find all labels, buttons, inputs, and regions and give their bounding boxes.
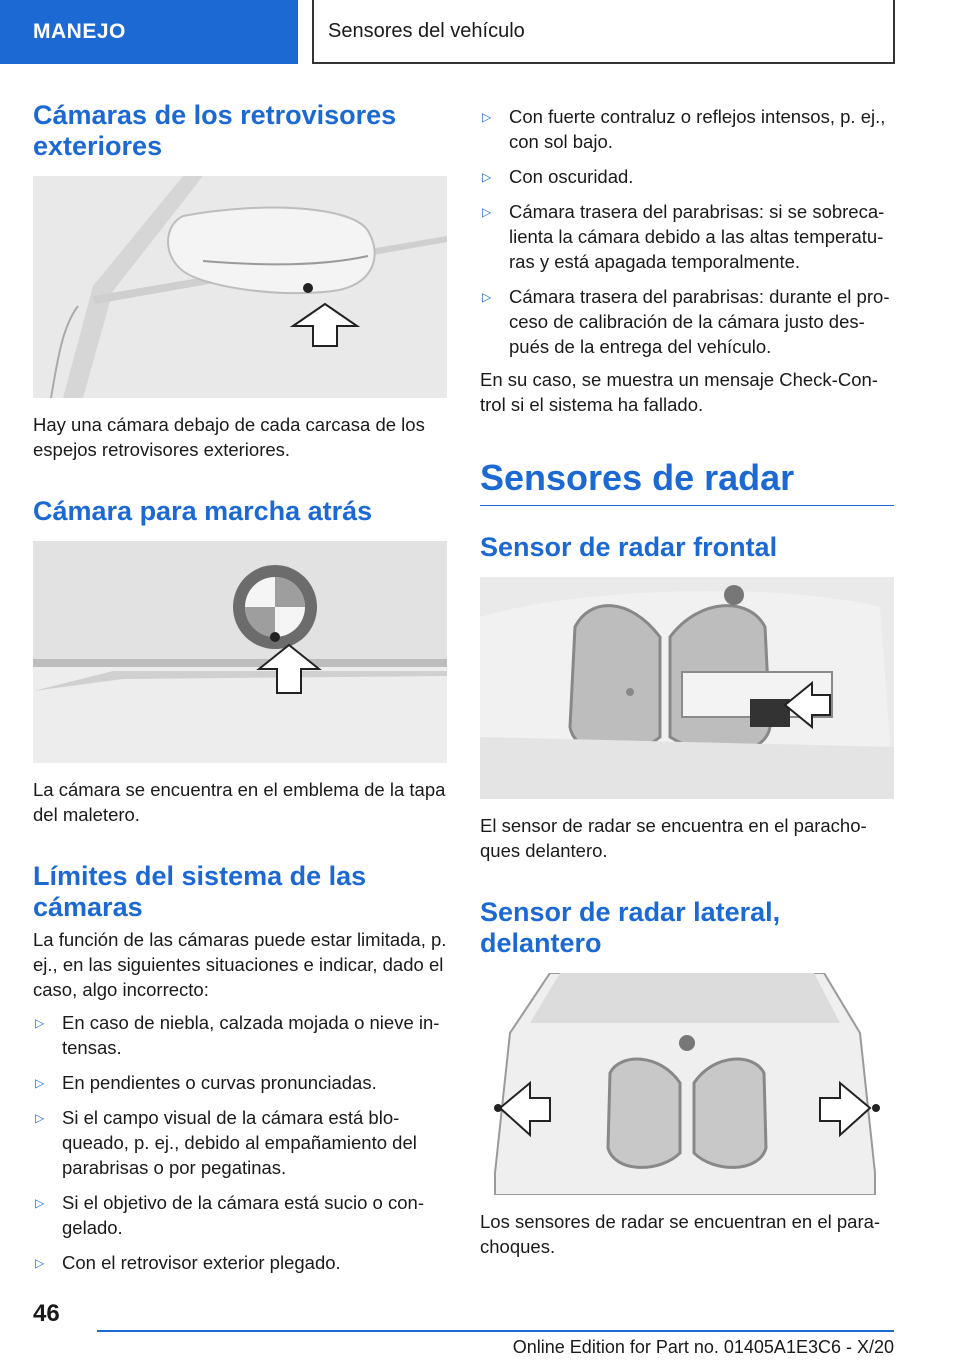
page-number: 46 — [33, 1300, 60, 1327]
triangle-bullet-icon: ▷ — [482, 205, 492, 219]
camera-limits-list-continued — [480, 104, 894, 359]
list-item: ▷ En pendientes o curvas pronunciadas. — [35, 1072, 377, 1093]
rear-camera-illustration — [33, 541, 447, 763]
paragraph-lateral-radar: Los sensores de radar se encuentran en el parachoques. — [480, 1211, 881, 1257]
footer-edition: Online Edition for Part no. 01405A1E3C6 - X/20 — [512, 1337, 894, 1357]
heading-camera-limits: Límites del sistema de las cámaras — [33, 861, 367, 922]
left-column — [33, 100, 447, 1285]
paragraph-mirror-cameras: Hay una cámara debajo de cada carcasa de los espejos retrovisores exteriores. — [33, 414, 425, 460]
paragraph-front-radar: El sensor de radar se encuentra en el parachoques delantero. — [480, 815, 867, 861]
list-item: ▷ Con el retrovisor exterior plegado. — [35, 1252, 341, 1273]
list-item: ▷ Con oscuridad. — [482, 166, 634, 187]
triangle-bullet-icon: ▷ — [35, 1196, 45, 1210]
list-item: ▷ Si el campo visual de la cámara está bloqueado, p. ej., debido al empañamiento del parabrisas o por pegatinas. — [35, 1107, 417, 1178]
right-column — [480, 104, 894, 1259]
paragraph-rear-camera: La cámara se encuentra en el emblema de la tapa del maletero. — [33, 779, 446, 825]
header-section: MANEJO — [0, 0, 298, 64]
heading-radar-sensors: Sensores de radar — [480, 457, 894, 506]
triangle-bullet-icon: ▷ — [482, 290, 492, 304]
heading-lateral-radar: Sensor de radar lateral, delantero — [480, 897, 781, 958]
footer-divider — [97, 1330, 894, 1332]
list-item: ▷ Cámara trasera del parabrisas: durante el proceso de calibración de la cámara justo después de la entrega del vehículo. — [482, 286, 890, 357]
list-item: ▷ Cámara trasera del parabrisas: si se sobrecalienta la cámara debido a las altas temperaturas y está apagada temporalmente. — [482, 201, 885, 272]
list-item: ▷ Con fuerte contraluz o reflejos intensos, p. ej., con sol bajo. — [482, 106, 886, 152]
camera-limits-list — [33, 1010, 447, 1275]
triangle-bullet-icon: ▷ — [482, 170, 492, 184]
triangle-bullet-icon: ▷ — [35, 1111, 45, 1125]
triangle-bullet-icon: ▷ — [35, 1076, 45, 1090]
front-radar-illustration — [480, 577, 894, 799]
heading-mirror-cameras: Cámaras de los retrovisores exteriores — [33, 100, 397, 161]
triangle-bullet-icon: ▷ — [35, 1016, 45, 1030]
paragraph-check-control: En su caso, se muestra un mensaje Check-Control si el sistema ha fallado. — [480, 369, 878, 415]
triangle-bullet-icon: ▷ — [482, 110, 492, 124]
paragraph-camera-limits: La función de las cámaras puede estar limitada, p. ej., en las siguientes situaciones e indicar, dado el caso, algo incorrecto: — [33, 929, 447, 1000]
list-item: ▷ En caso de niebla, calzada mojada o nieve intensas. — [35, 1012, 440, 1058]
header-chapter: Sensores del vehículo — [312, 0, 895, 64]
heading-rear-camera: Cámara para marcha atrás — [33, 496, 373, 526]
mirror-camera-illustration — [33, 176, 447, 398]
triangle-bullet-icon: ▷ — [35, 1256, 45, 1270]
heading-front-radar: Sensor de radar frontal — [480, 532, 778, 562]
lateral-radar-illustration — [480, 973, 894, 1195]
list-item: ▷ Si el objetivo de la cámara está sucio o congelado. — [35, 1192, 424, 1238]
